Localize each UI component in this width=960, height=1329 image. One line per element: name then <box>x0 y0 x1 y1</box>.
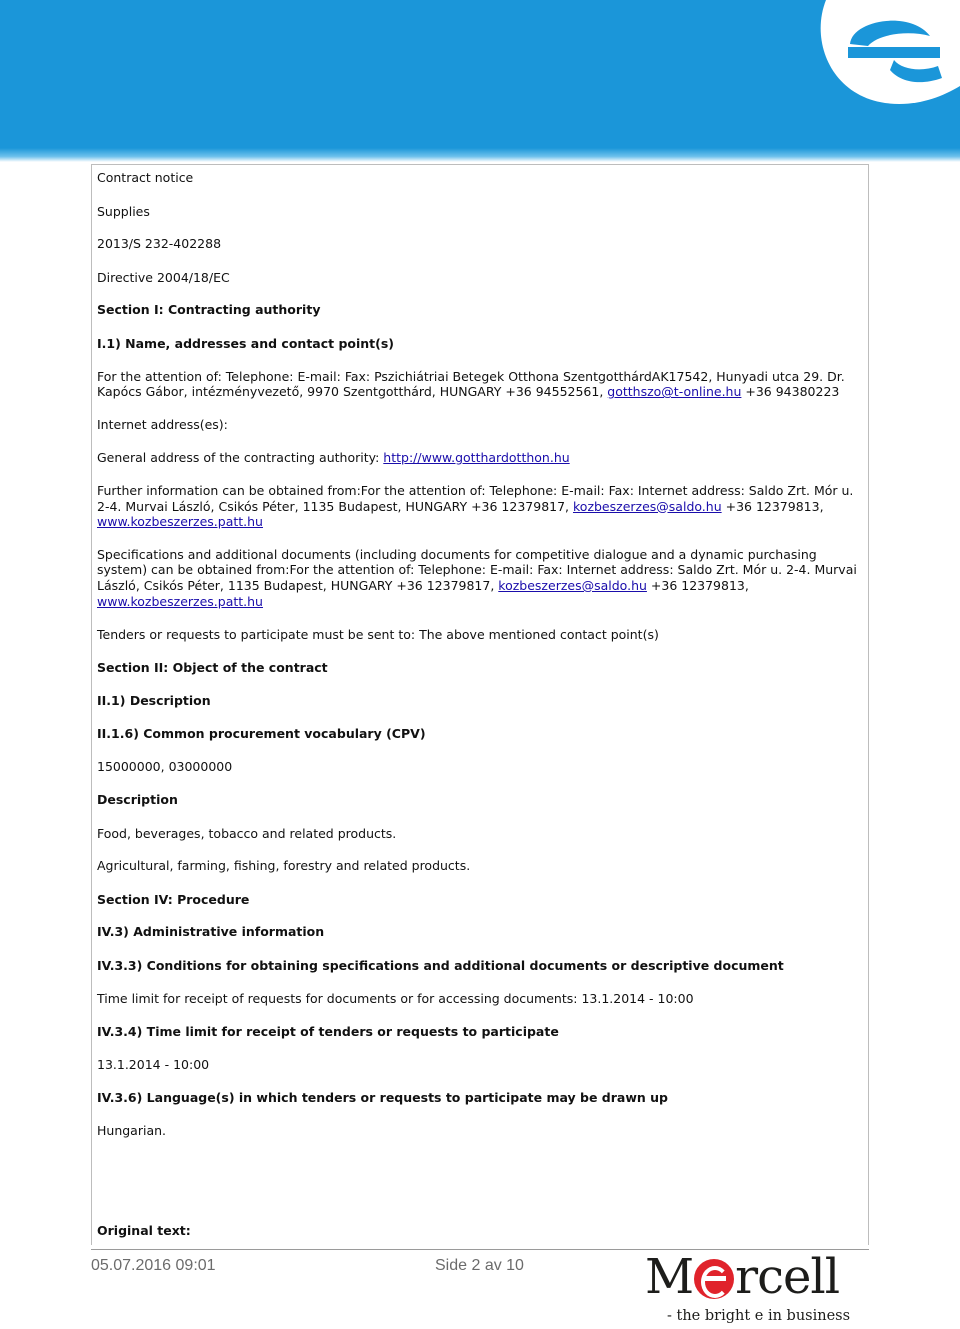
i1-heading: I.1) Name, addresses and contact point(s) <box>97 335 395 351</box>
original-text-label: Original text: <box>97 1222 191 1238</box>
general-address-line <box>97 450 861 466</box>
contact-text: For the attention of: Telephone: E-mail: Fax: Pszichiátriai Betegek Otthona SzentgotthárdAK17542, Hunyadi utca 29. Dr. Kapócs Gábor, intézményvezető, 9970 Szentgotthárd, HUNGARY +36 94552561, <box>97 368 845 400</box>
language-value: Hungarian. <box>97 1123 167 1138</box>
contact-phone: +36 94380223 <box>741 384 840 400</box>
ii16-heading: II.1.6) Common procurement vocabulary (CPV) <box>97 725 426 741</box>
notice-type: Contract notice <box>97 170 194 185</box>
contact-email-link[interactable]: gotthszo@t-online.hu <box>607 384 742 400</box>
specs-email-link[interactable]: kozbeszerzes@saldo.hu <box>498 577 647 593</box>
logo-letter-m: M <box>645 1249 694 1305</box>
iv36-heading: IV.3.6) Language(s) in which tenders or requests to participate may be drawn up <box>97 1090 668 1106</box>
contract-kind: Supplies <box>97 203 150 219</box>
specs-url-link[interactable]: www.kozbeszerzes.patt.hu <box>97 593 263 609</box>
time-limit-documents: Time limit for receipt of requests for documents or for accessing documents: 13.1.2014 - 10:00 <box>97 990 694 1006</box>
internet-address-label: Internet address(es): <box>97 416 228 432</box>
mercell-logo <box>645 1249 865 1329</box>
footer-date: 05.07.2016 09:01 <box>91 1257 216 1274</box>
iv34-heading: IV.3.4) Time limit for receipt of tenders or requests to participate <box>97 1024 559 1040</box>
directive: Directive 2004/18/EC <box>97 269 230 285</box>
iv34-value: 13.1.2014 - 10:00 <box>97 1056 210 1072</box>
further-info-phone: +36 12379813, <box>721 498 824 514</box>
tenders-sent-to: Tenders or requests to participate must be sent to: The above mentioned contact point(s) <box>97 627 659 643</box>
further-info-url-link[interactable]: www.kozbeszerzes.patt.hu <box>97 514 263 530</box>
logo-wordmark <box>645 1249 839 1305</box>
contact-paragraph <box>97 369 861 400</box>
further-info-email-link[interactable]: kozbeszerzes@saldo.hu <box>573 498 722 514</box>
footer-page-number: Side 2 av 10 <box>435 1257 524 1274</box>
description-agriculture: Agricultural, farming, fishing, forestry and related products. <box>97 858 471 874</box>
specs-paragraph <box>97 547 861 609</box>
ii1-heading: II.1) Description <box>97 693 211 709</box>
iv33-heading: IV.3.3) Conditions for obtaining specifications and additional documents or descriptive document <box>97 958 784 974</box>
iv3-heading: IV.3) Administrative information <box>97 924 325 940</box>
section-1-heading: Section I: Contracting authority <box>97 302 321 318</box>
logo-tagline: - the bright e in business <box>667 1308 851 1324</box>
specs-text: Specifications and additional documents (including documents for competitive dialogue and a dynamic purchasing system) can be obtained from:For the attention of: Telephone: E-mail: Fax: Internet address: Saldo Zrt. Mór u. 2-4. Murvai László, Csikós Péter, 1135 Budapest, HUNGARY +36 12379817, <box>97 546 857 593</box>
description-food: Food, beverages, tobacco and related products. <box>97 825 397 841</box>
general-address-link[interactable]: http://www.gotthardotthon.hu <box>383 450 570 466</box>
section-2-heading: Section II: Object of the contract <box>97 659 328 675</box>
description-heading: Description <box>97 792 178 808</box>
reference-number: 2013/S 232-402288 <box>97 236 222 252</box>
further-info-paragraph <box>97 483 861 530</box>
logo-letters-rcell: rcell <box>735 1249 840 1305</box>
header-banner <box>0 0 960 158</box>
red-e-icon <box>694 1259 734 1299</box>
section-4-heading: Section IV: Procedure <box>97 891 250 907</box>
specs-phone: +36 12379813, <box>646 577 749 593</box>
general-address-label: General address of the contracting authority: <box>97 450 384 466</box>
document-body <box>97 168 861 1238</box>
e-logo-icon <box>790 0 960 112</box>
cpv-codes: 15000000, 03000000 <box>97 759 233 775</box>
header-gradient-edge <box>0 148 960 162</box>
further-info-text: Further information can be obtained from:For the attention of: Telephone: E-mail: Fax: Internet address: Saldo Zrt. Mór u. 2-4. Murvai László, Csikós Péter, 1135 Budapest, HUNGARY +36 12379817, <box>97 482 854 514</box>
